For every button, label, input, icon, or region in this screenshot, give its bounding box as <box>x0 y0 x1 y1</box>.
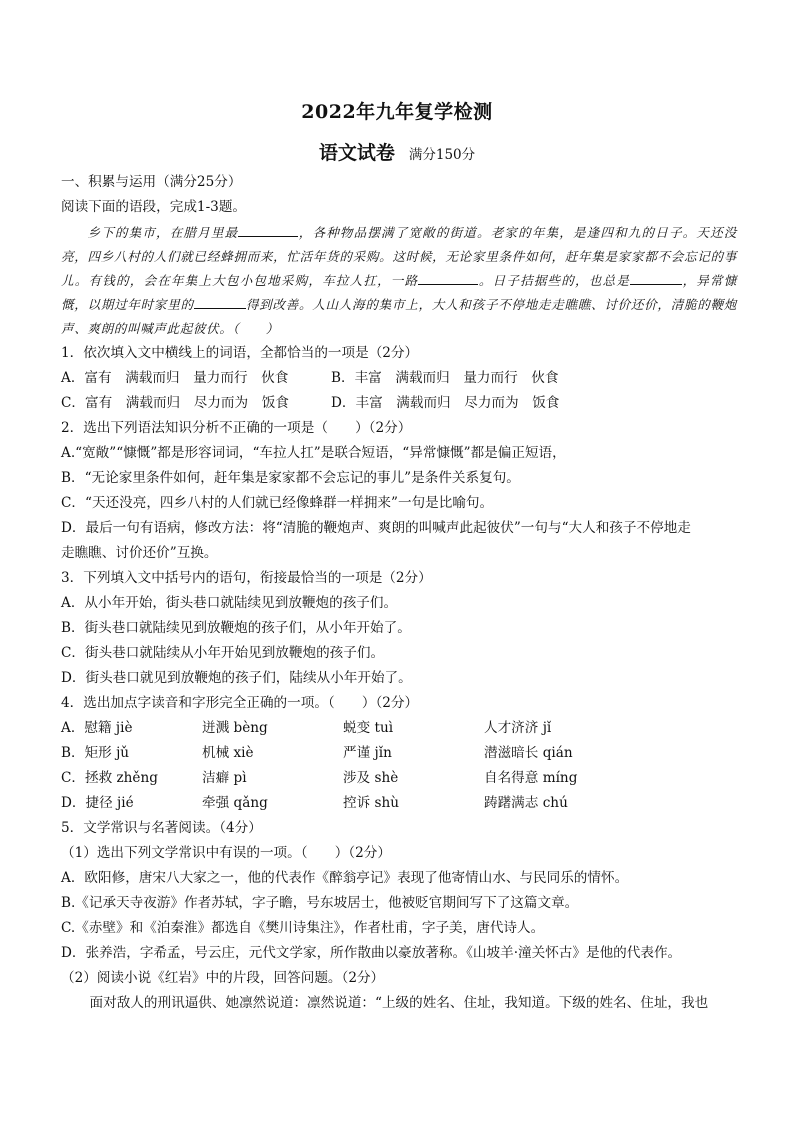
option-cell: 涉及 shè <box>343 770 399 786</box>
passage-part-1: 乡下的集市，在腊月里最 <box>87 225 239 240</box>
option-cell: 严谨 jǐn <box>343 745 392 761</box>
passage-part-5: 得到改善。人山人海的集市上，大人和孩子不停地走走瞧瞧、讨价还价，清脆的鞭炮声、爽朗的叫喊声此起彼伏。（ ） <box>61 297 737 336</box>
question-4-option-row <box>61 716 737 741</box>
passage-part-3: 。日子拮据些的，也总是 <box>478 273 631 288</box>
passage-part-2: ，各种物品摆满了宽敞的街道。老家的年集，是逢四和九的日子。天还没亮，四乡八村的人们就已经蜂拥而来，忙活年货的采购。这时候，无论家里条件如何，赶年集是家家都不会忘记的事儿。有钱的，会在年集上大包小包地采购，车拉人扛，一路 <box>61 225 737 288</box>
question-2-option-c: C．“天还没亮，四乡八村的人们就已经像蜂群一样拥来”一句是比喻句。 <box>61 495 494 511</box>
question-5-option-b: B.《记承天寺夜游》作者苏轼，字子瞻，号东坡居士，他被贬官期间写下了这篇文章。 <box>61 895 579 911</box>
question-2-stem: 2．选出下列语法知识分析不正确的一项是（ ）（2分） <box>61 420 412 436</box>
page-subtitle <box>0 138 794 165</box>
option-cell: 控诉 shù <box>343 795 399 811</box>
question-1-option-d: D．丰富 满载而归 尽力而为 饭食 <box>331 395 560 411</box>
reading-passage <box>61 221 737 341</box>
option-cell: B．矩形 jǔ <box>61 745 130 761</box>
question-5-sub-1: （1）选出下列文学常识中有误的一项。（ ）（2分） <box>61 845 391 861</box>
option-cell: 踌躇满志 chú <box>484 795 568 811</box>
option-cell: 牵强 qǎng <box>202 795 268 811</box>
question-2-option-d-line-2: 走瞧瞧、讨价还价”互换。 <box>61 545 218 561</box>
question-3-option-b: B．街头巷口就陆续见到放鞭炮的孩子们，从小年开始了。 <box>61 620 411 636</box>
passage-part-4: ，异常慷慨，以期过年时家里的 <box>61 273 737 312</box>
exam-content <box>61 170 737 1016</box>
option-cell: 人才济济 jǐ <box>484 720 552 736</box>
question-4-option-row <box>61 741 737 766</box>
question-4-option-row <box>61 791 737 816</box>
option-cell: 机械 xiè <box>202 745 254 761</box>
question-3-option-a: A．从小年开始，街头巷口就陆续见到放鞭炮的孩子们。 <box>61 595 398 611</box>
page-title: 2022年九年复学检测 <box>301 101 493 123</box>
blank-1 <box>238 222 298 237</box>
question-1-option-a: A．富有 满载而归 量力而行 伙食 <box>61 370 289 386</box>
blank-2 <box>418 270 478 285</box>
option-cell: D．捷径 jié <box>61 795 134 811</box>
question-2-option-a: A.“宽敞”“慷慨”都是形容词词，“车拉人扛”是联合短语，“异常慷慨”都是偏正短语， <box>61 445 566 461</box>
question-5-option-a: A．欧阳修，唐宋八大家之一，他的代表作《醉翁亭记》表现了他寄情山水、与民同乐的情怀。 <box>61 870 629 886</box>
full-score: 满分150分 <box>408 147 476 163</box>
question-3-stem: 3．下列填入文中括号内的语句，衔接最恰当的一项是（2分） <box>61 570 432 586</box>
question-3-option-c: C．街头巷口就陆续从小年开始见到放鞭炮的孩子们。 <box>61 645 385 661</box>
option-cell: 潜滋暗长 qián <box>484 745 573 761</box>
question-5-option-c: C.《赤壁》和《泊秦淮》都选自《樊川诗集注》，作者杜甫，字子美，唐代诗人。 <box>61 920 545 936</box>
option-cell: A．慰籍 jiè <box>61 720 133 736</box>
subtitle-text: 语文试卷 <box>318 142 395 164</box>
option-cell: C．拯救 zhěng <box>61 770 158 786</box>
question-2-option-b: B．“无论家里条件如何，赶年集是家家都不会忘记的事儿”是条件关系复句。 <box>61 470 520 486</box>
question-1-stem: 1．依次填入文中横线上的词语，全都恰当的一项是（2分） <box>61 345 419 361</box>
section-intro: 阅读下面的语段，完成1-3题。 <box>61 199 247 215</box>
question-5-sub-2: （2）阅读小说《红岩》中的片段，回答问题。（2分） <box>61 970 385 986</box>
novel-excerpt: 面对敌人的刑讯逼供、她凛然说道：凛然说道：“上级的姓名、住址，我知道。下级的姓名、住址，我也 <box>89 995 709 1011</box>
option-cell: 迸溅 bèng <box>202 720 268 736</box>
blank-3 <box>630 270 682 285</box>
question-5-option-d: D．张养浩，字希孟，号云庄，元代文学家，所作散曲以豪放著称。《山坡羊·潼关怀古》是他的代表作。 <box>61 945 682 961</box>
section-heading: 一、积累与运用（满分25分） <box>61 174 242 190</box>
question-5-stem: 5．文学常识与名著阅读。（4分） <box>61 820 262 836</box>
question-4-stem: 4．选出加点字读音和字形完全正确的一项。（ ）（2分） <box>61 695 419 711</box>
question-1-options-row-1 <box>61 366 737 391</box>
option-cell: 洁癖 pì <box>202 770 247 786</box>
question-3-option-d: D．街头巷口就见到放鞭炮的孩子们，陆续从小年开始了。 <box>61 670 412 686</box>
question-1-options-row-2 <box>61 391 737 416</box>
question-2-option-d-line-1: D．最后一句有语病，修改方法：将“清脆的鞭炮声、爽朗的叫喊声此起彼伏”一句与“大人和孩子不停地走 <box>61 520 691 536</box>
question-4-option-row <box>61 766 737 791</box>
option-cell: 自名得意 míng <box>484 770 578 786</box>
option-cell: 蜕变 tuì <box>343 720 394 736</box>
question-1-option-b: B．丰富 满载而归 量力而行 伙食 <box>331 370 559 386</box>
question-1-option-c: C．富有 满载而归 尽力而为 饭食 <box>61 395 289 411</box>
blank-4 <box>194 294 246 309</box>
